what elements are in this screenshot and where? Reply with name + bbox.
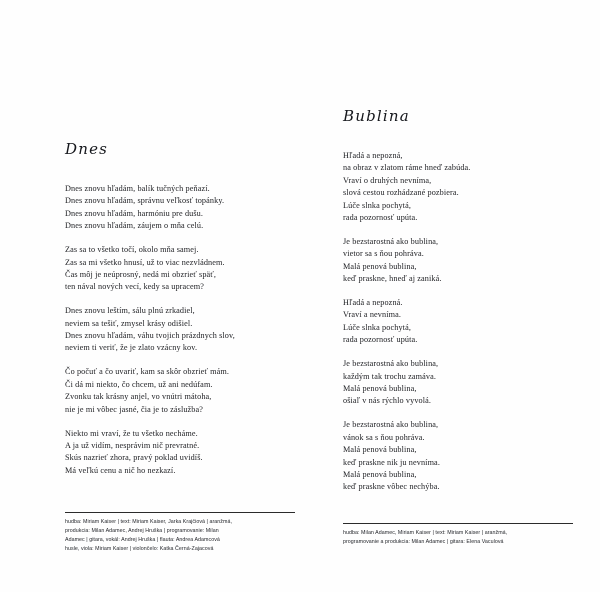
verse-line: vietor sa s ňou pohráva. [343, 249, 424, 259]
verse-line: Zvonku tak krásny anjel, vo vnútri mátoha, [65, 392, 212, 402]
stanza [65, 428, 295, 478]
verse-line: vánok sa s ňou pohráva. [343, 432, 425, 442]
verse-line: Má veľkú cenu a nič ho nezkazí. [65, 465, 176, 475]
verse-line: Malá penová bublina, [343, 445, 417, 455]
credits-divider-left [65, 512, 295, 513]
verse-line: Dnes znovu hľadám, balík tučných peňazí. [65, 184, 210, 193]
verse-line: Dnes znovu hľadám, váhu tvojich prázdnych slov, [65, 331, 235, 341]
stanza [65, 305, 295, 355]
verse-line: neviem sa tešiť, zmysel krásy odišiel. [65, 318, 193, 328]
verse-line: rada pozornosť upúta. [343, 213, 418, 223]
verse-line: Malá penová bublina, [343, 469, 417, 479]
credits-divider-right [343, 523, 573, 524]
verse-line: Vraví o druhých nevníma, [343, 175, 432, 185]
verse-line: Lúče slnka pochytá, [343, 322, 411, 332]
stanza [343, 297, 573, 347]
verse-line: keď praskne nik ju nevníma. [343, 457, 440, 467]
credits-left [65, 518, 297, 554]
credit-line: hudba: Miriam Kaiser | text: Miriam Kaiser, Jarka Krajčiová | aranžmá, [65, 519, 232, 525]
verse-line: keď praskne, hneď aj zaniká. [343, 274, 442, 284]
credits-right [343, 529, 575, 547]
verse-line: Či dá mi niekto, čo chcem, už ani nedúfam. [65, 379, 213, 389]
verse-line: Dnes znovu hľadám, záujem o mňa celú. [65, 221, 204, 231]
credit-line: programovanie a produkcia: Milan Adamec | gitara: Elena Vaculová [343, 539, 504, 545]
stanza [65, 244, 295, 294]
verse-line: ten nával nových vecí, kedy sa upracem? [65, 282, 205, 292]
verse-line: Dnes znovu leštím, sálu plnú zrkadiel, [65, 306, 195, 316]
verse-line: Je bezstarostná ako bublina, [343, 236, 439, 246]
verse-line: Zas sa mi všetko hnusí, už to viac nezvládnem. [65, 257, 225, 267]
stanza [65, 366, 295, 416]
credit-line: hudba: Milan Adamec, Miriam Kaiser | text: Miriam Kaiser | aranžmá, [343, 530, 508, 536]
poem-title-left: Dnes [65, 140, 109, 158]
verse-line: Čo počuť a čo uvariť, kam sa skôr obzrieť mám. [65, 367, 230, 377]
verse-line: Vraví a nevníma. [343, 310, 402, 320]
stanza [343, 358, 573, 408]
stanza [343, 236, 573, 286]
verse-line: Skús nazrieť zhora, pravý poklad uvidíš. [65, 453, 203, 463]
verse-line: neviem ti veriť, že je zlato vzácny kov. [65, 343, 198, 353]
verse-line: Lúče slnka pochytá, [343, 200, 411, 210]
verse-line: rada pozornosť upúta. [343, 335, 418, 345]
verse-line: Hľadá a nepozná, [343, 151, 403, 160]
verse-line: keď praskne vôbec nechýba. [343, 482, 440, 492]
stanza [343, 419, 573, 493]
poem-title-right: Bublina [343, 107, 410, 125]
credit-line: husle, viola: Miriam Kaiser | violončelo: Katka Černá-Zajacová [65, 546, 214, 552]
credit-line: Adamec | gitara, vokál: Andrej Hruška | flauta: Andrea Adamcová [65, 537, 220, 543]
verse-line: Je bezstarostná ako bublina, [343, 359, 439, 369]
stanza [65, 183, 295, 233]
left-column [40, 0, 305, 592]
poem-body-right [343, 150, 573, 505]
verse-line: Dnes znovu hľadám, správnu veľkosť topánky. [65, 196, 225, 206]
verse-line: ošiaľ v nás rýchlo vyvolá. [343, 396, 432, 406]
verse-line: Je bezstarostná ako bublina, [343, 420, 439, 430]
verse-line: Malá penová bublina, [343, 261, 417, 271]
verse-line: nie je mi vôbec jasné, čia je to záslužba? [65, 404, 204, 414]
verse-line: Malá penová bublina, [343, 384, 417, 393]
verse-line: každým tak trochu zamáva. [343, 371, 437, 381]
verse-line: Niekto mi vraví, že tu všetko necháme. [65, 428, 198, 438]
verse-line: Čas môj je neúprosný, nedá mi obzrieť späť, [65, 269, 217, 279]
verse-line: A ja už vidím, nesprávim nič prevratné. [65, 440, 200, 450]
verse-line: Hľadá a nepozná. [343, 298, 403, 308]
verse-line: Zas sa to všetko točí, okolo mňa samej. [65, 245, 199, 255]
right-column [320, 0, 585, 592]
poem-body-left [65, 183, 295, 489]
verse-line: Dnes znovu hľadám, harmóniu pre dušu. [65, 208, 204, 218]
stanza [343, 150, 573, 224]
credit-line: produkcia: Milan Adamec, Andrej Hruška | programovanie: Milan [65, 528, 219, 534]
verse-line: slová cestou rozhádzané pozbiera. [343, 188, 459, 198]
verse-line: na obraz v zlatom ráme hneď zabúda. [343, 163, 471, 173]
